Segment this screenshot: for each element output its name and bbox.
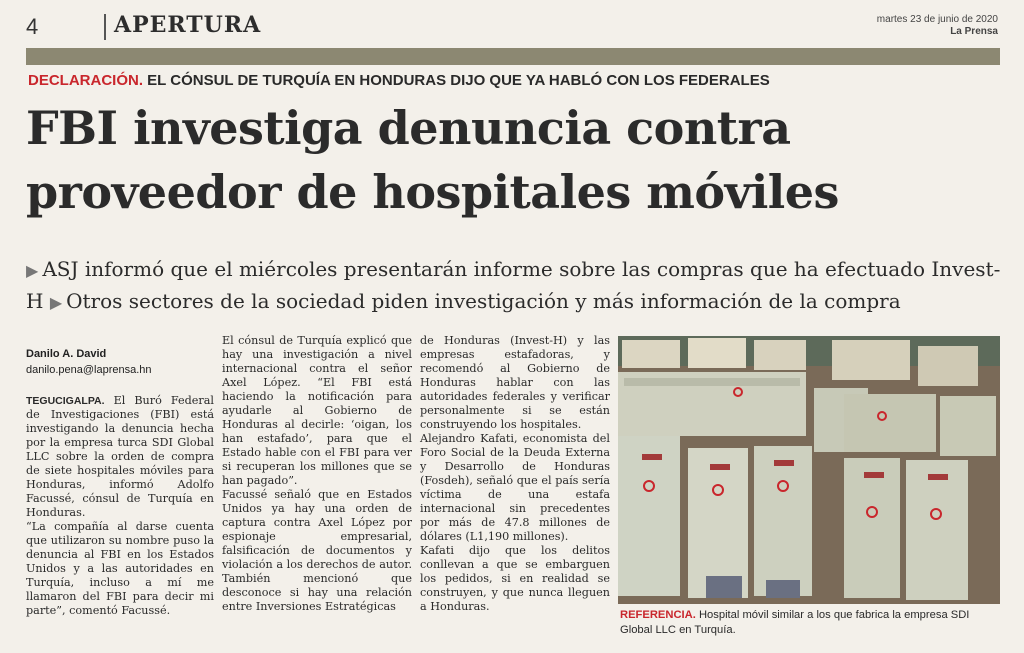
byline <box>26 346 152 378</box>
deck-item-1: ASJ informó que el miércoles presentarán informe sobre las compras que ha efectuado Invest-H <box>26 257 1001 313</box>
body-paragraph <box>26 394 214 520</box>
kicker <box>28 72 770 89</box>
photo-caption <box>620 608 1000 638</box>
headline: FBI investiga denuncia contra proveedor de hospitales móviles <box>26 101 839 219</box>
header-divider <box>104 14 106 40</box>
author-email: danilo.pena@laprensa.hn <box>26 364 152 376</box>
body-text: El Buró Federal de Investigaciones (FBI) está investigando la denuncia hecha por la empresa turca SDI Global LLC sobre la orden de compra de siete hospitales móviles para Honduras, informó Adolfo Facussé, cónsul de Turquía en Honduras. <box>26 394 214 519</box>
body-column-2 <box>222 334 412 614</box>
body-paragraph: Kafati dijo que los delitos conllevan a que se embarguen los pedidos, si en realidad se construyen, y que nunca lleguen a Honduras. <box>420 544 610 613</box>
header-band <box>26 48 1000 65</box>
caption-label: REFERENCIA. <box>620 609 696 621</box>
deck-item-2: Otros sectores de la sociedad piden investigación y más información de la compra <box>66 289 901 313</box>
triangle-bullet-icon: ▶ <box>49 293 63 312</box>
page-number: 4 <box>26 14 39 39</box>
mobile-hospital-photo <box>618 336 1000 604</box>
photo-illustration <box>618 336 1000 604</box>
author-name: Danilo A. David <box>26 348 107 360</box>
kicker-text: EL CÓNSUL DE TURQUÍA EN HONDURAS DIJO QUE YA HABLÓ CON LOS FEDERALES <box>143 72 770 89</box>
body-paragraph: Alejandro Kafati, economista del Foro Social de la Deuda Externa y Desarrollo de Honduras (Fosdeh), señaló que el país sería víctima de una estafa internacional sin precedentes por más de 47.8 millones de dólares (L1,190 millones). <box>420 432 610 543</box>
newspaper-name: La Prensa <box>950 26 998 37</box>
caption-text: Hospital móvil similar a los que fabrica la empresa SDI Global LLC en Turquía. <box>620 609 970 636</box>
issue-date-block <box>877 14 998 38</box>
body-paragraph: “La compañía al darse cuenta que utilizaron su nombre puso la denuncia al FBI en los Estados Unidos y a las autoridades en Turquía, incluso a mí me llamaron del FBI para decir mi parte”, comentó Facussé. <box>26 520 214 617</box>
body-column-3 <box>420 334 610 614</box>
section-title: APERTURA <box>114 12 262 38</box>
body-paragraph: de Honduras (Invest-H) y las empresas estafadoras, y recomendó al Gobierno de Honduras hablar con las autoridades federales y verificar personalmente si se están construyendo los hospitales. <box>420 334 610 431</box>
body-paragraph: El cónsul de Turquía explicó que hay una investigación a nivel internacional contra el señor Axel López. “El FBI está haciendo la notificación para ayudarle al Gobierno de Honduras al decirle: ‘oigan, los han estafado’, para que el Estado hable con el FBI para ver si recuperan los millones que se han pagado”. <box>222 334 412 487</box>
body-paragraph: Facussé señaló que en Estados Unidos ya hay una orden de captura contra Axel López por espionaje empresarial, falsificación de documentos y violación a los derechos de autor. También mencionó que desconoce si hay una relación entre Inversiones Estratégicas <box>222 488 412 613</box>
dateline: TEGUCIGALPA. <box>26 395 105 407</box>
kicker-label: DECLARACIÓN. <box>28 72 143 89</box>
issue-date: martes 23 de junio de 2020 <box>876 14 998 25</box>
triangle-bullet-icon: ▶ <box>26 261 39 280</box>
deck <box>26 254 1006 318</box>
body-column-1 <box>26 394 214 618</box>
